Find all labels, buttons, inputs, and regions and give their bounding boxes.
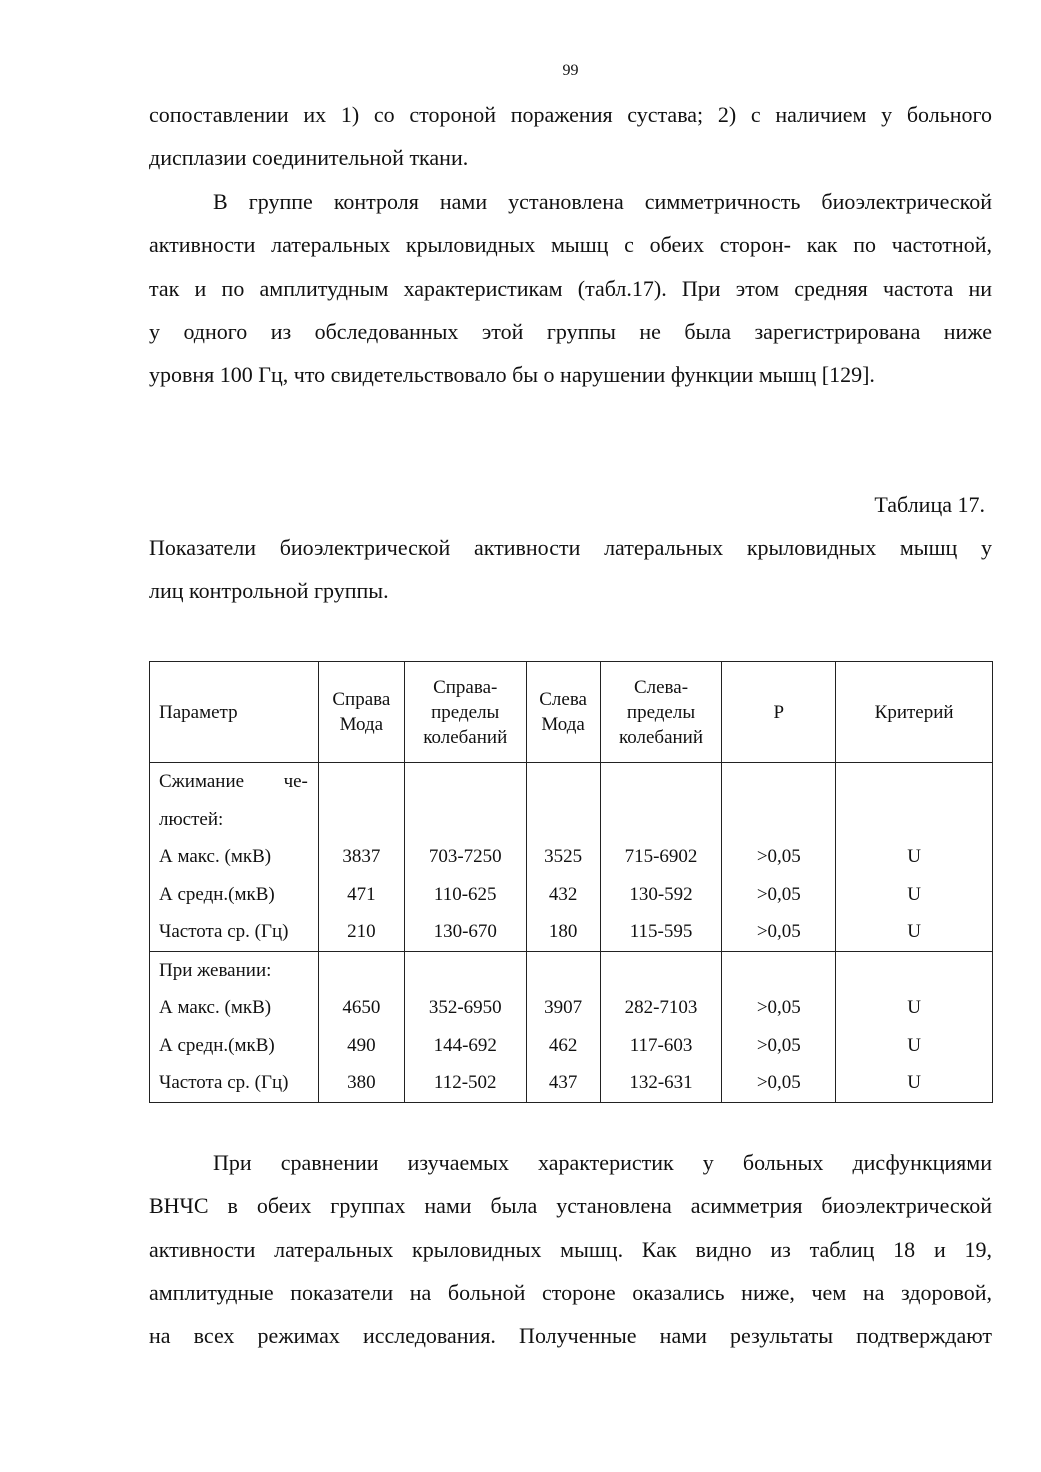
value: >0,05: [756, 997, 801, 1018]
left-range-cell: [600, 951, 722, 1102]
paragraph-2: [149, 180, 992, 396]
left-mode-cell: [526, 763, 600, 952]
right-mode-cell: [318, 763, 404, 952]
value: 380: [347, 1072, 376, 1093]
value: 4650: [342, 997, 381, 1018]
value: 462: [548, 1034, 578, 1056]
value: 703-7250: [428, 846, 502, 867]
value: 130-592: [629, 883, 693, 905]
value: 210: [347, 921, 376, 942]
value: 132-631: [629, 1072, 693, 1093]
header-line: Слева: [539, 689, 587, 710]
value: 352-6950: [428, 997, 502, 1018]
row-param: Частота ср. (Гц): [159, 921, 289, 942]
value: >0,05: [756, 921, 801, 942]
value: 715-6902: [624, 846, 698, 867]
header-line: Справа-: [433, 676, 498, 698]
header-line: колебаний: [423, 726, 508, 748]
left-mode-cell: [526, 951, 600, 1102]
group-title-part: Сжимание: [159, 771, 245, 792]
header-right-range: [404, 662, 526, 763]
header-param: Параметр: [150, 662, 319, 763]
paragraph-line: на всех режимах исследования. Полученные нами результаты подтверждают: [149, 1323, 992, 1349]
group-title-cont: люстей:: [159, 808, 224, 830]
table-group-chewing: [150, 951, 993, 1102]
p-cell: [722, 951, 836, 1102]
group-param-cell: [150, 951, 319, 1102]
header-left-mode: [526, 662, 600, 763]
paragraph-line: ВНЧС в обеих группах нами была установлена асимметрия биоэлектрической: [149, 1193, 992, 1219]
header-line: Слева-: [633, 676, 689, 698]
value: >0,05: [756, 883, 801, 905]
table-label: Таблица 17.: [874, 492, 985, 517]
value: 3525: [544, 846, 583, 867]
row-param: А макс. (мкВ): [159, 846, 272, 867]
table-caption: [149, 526, 992, 613]
header-left-range: [600, 662, 722, 763]
caption-line: Показатели биоэлектрической активности латеральных крыловидных мышц у: [149, 535, 992, 560]
paragraph-line: так и по амплитудным характеристикам (табл.17). При этом средняя частота ни: [149, 275, 992, 301]
value: 110-625: [433, 883, 497, 905]
paragraph-1: [149, 93, 992, 180]
value: >0,05: [756, 1072, 801, 1093]
value: U: [907, 921, 921, 942]
value: U: [907, 883, 921, 905]
data-table: [149, 661, 993, 1103]
header-line: Мода: [339, 714, 384, 735]
value: U: [907, 997, 921, 1018]
row-param: А средн.(мкВ): [159, 883, 275, 905]
criterion-cell: [836, 951, 993, 1102]
value: 471: [347, 883, 376, 905]
value: 115-595: [629, 921, 693, 942]
value: 112-502: [433, 1072, 497, 1093]
value: >0,05: [756, 1034, 801, 1056]
value: 144-692: [433, 1034, 497, 1056]
header-line: Справа: [332, 689, 391, 710]
table-header-row: [150, 662, 993, 763]
header-line: колебаний: [618, 726, 704, 748]
right-range-cell: [404, 763, 526, 952]
paragraph-line: дисплазии соединительной ткани.: [149, 145, 469, 171]
criterion-cell: [836, 763, 993, 952]
paragraph-line: В группе контроля нами установлена симметричность биоэлектрической: [213, 189, 992, 214]
value: U: [907, 846, 921, 867]
paragraph-line: амплитудные показатели на больной стороне оказались ниже, чем на здоровой,: [149, 1279, 992, 1305]
p-cell: [722, 763, 836, 952]
header-line: пределы: [626, 701, 696, 723]
value: 432: [548, 883, 578, 905]
paragraph-line: При сравнении изучаемых характеристик у больных дисфункциями: [213, 1150, 992, 1175]
group-title: [159, 763, 318, 801]
value: 130-670: [433, 921, 497, 942]
header-line: Мода: [541, 714, 585, 735]
value: 117-603: [629, 1034, 693, 1056]
value: 180: [548, 921, 578, 942]
value: 282-7103: [624, 997, 698, 1018]
paragraph-line: активности латеральных крыловидных мышц. Как видно из таблиц 18 и 19,: [149, 1236, 992, 1262]
value: U: [907, 1072, 921, 1093]
group-title-part: че-: [283, 771, 308, 792]
caption-line: лиц контрольной группы.: [149, 578, 389, 604]
paragraph-line: активности латеральных крыловидных мышц с обеих сторон- как по частотной,: [149, 232, 992, 258]
header-right-mode: [318, 662, 404, 763]
value: 3837: [342, 846, 381, 867]
paragraph-3: [149, 1141, 992, 1357]
value: >0,05: [756, 846, 801, 867]
row-param: А макс. (мкВ): [159, 997, 272, 1018]
header-p: P: [722, 662, 836, 763]
row-param: Частота ср. (Гц): [159, 1072, 289, 1093]
value: 490: [347, 1034, 376, 1056]
group-param-cell: [150, 763, 319, 952]
group-title: При жевании:: [159, 959, 272, 981]
right-mode-cell: [318, 951, 404, 1102]
value: 3907: [544, 997, 583, 1018]
row-param: А средн.(мкВ): [159, 1034, 275, 1056]
paragraph-line: уровня 100 Гц, что свидетельствовало бы о нарушении функции мышц [129].: [149, 362, 875, 388]
left-range-cell: [600, 763, 722, 952]
paragraph-line: у одного из обследованных этой группы не была зарегистрирована ниже: [149, 318, 992, 344]
page-number: 99: [562, 62, 579, 79]
right-range-cell: [404, 951, 526, 1102]
value: 437: [548, 1072, 578, 1093]
value: U: [907, 1034, 921, 1056]
paragraph-line: сопоставлении их 1) со стороной поражения сустава; 2) с наличием у больного: [149, 102, 992, 127]
header-line: пределы: [431, 701, 500, 723]
table-group-clenching: [150, 763, 993, 952]
header-criterion: Критерий: [836, 662, 993, 763]
